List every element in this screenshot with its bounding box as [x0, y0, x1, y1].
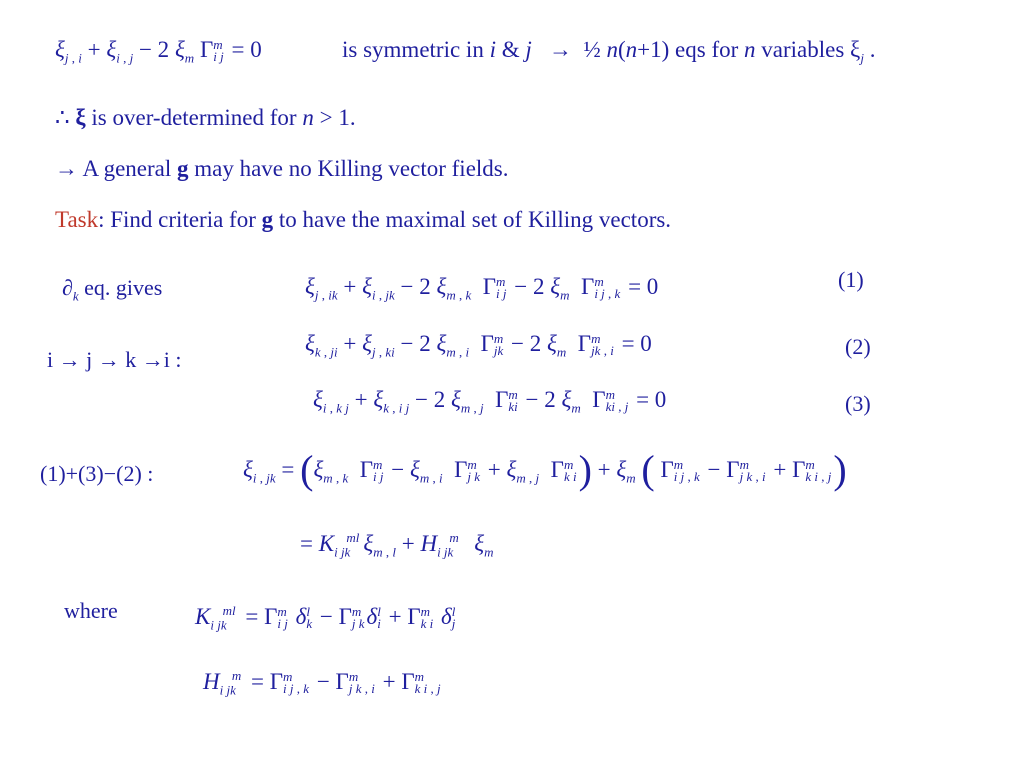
combination-label: (1)+(3)−(2) :	[40, 461, 154, 486]
text-a: is symmetric in	[342, 37, 490, 62]
text-d: variables ξ	[755, 37, 861, 62]
equation-3: $\xi_{i , k j} + \xi_{k , i j} - 2$ $\xi_{m , j}$ Γ m ki − 2 $\xi_m$ Γ m ki , j = 0	[313, 386, 667, 416]
index-i: i	[489, 37, 496, 62]
equation-1: $\xi_{j , ik} + \xi_{i , jk} - 2$ $\xi_{m , k}$ Γ m i j − 2 $\xi_m$ Γ m i j , k = 0	[305, 273, 659, 303]
h-definition: $H_{i jk}^m = \Gamma$ m i j , k − Γ m j k , i + Γ m k i , j	[203, 668, 441, 698]
overdetermined-statement	[55, 104, 356, 132]
statement-text: is over-determined for	[85, 105, 303, 130]
general-metric-statement	[55, 155, 509, 183]
index-k: k	[72, 288, 79, 304]
text-b: ½	[583, 37, 607, 62]
equation-number-3: (3)	[845, 391, 871, 416]
killing-equation: $\xi_{j , i} + \xi_{i , j} - 2$ $\xi_m$ Γ m i j = 0	[55, 36, 262, 66]
var-n: n	[625, 37, 638, 62]
equation-number-2: (2)	[845, 334, 871, 359]
var-n: n	[606, 37, 618, 62]
arrow: →	[55, 156, 83, 181]
index-j: j	[525, 37, 532, 62]
var-n: n	[744, 37, 756, 62]
label-text: eq. gives	[78, 275, 163, 300]
var-n: n	[302, 105, 314, 130]
derivative-label	[62, 274, 162, 302]
period: .	[863, 37, 876, 62]
text-a: A general	[82, 156, 177, 181]
k-definition: $K_{i jk}^{ml} = \Gamma$ m i j δ l k − Γ m j k δ l i + Γ m k i δ l j	[195, 603, 456, 633]
text-b: may have no Killing vector fields.	[188, 156, 509, 181]
arrow: →	[549, 37, 572, 62]
equation-2: $\xi_{k , ji} + \xi_{j , ki} - 2$ $\xi_{m , i}$ Γ m jk − 2 $\xi_m$ Γ m jk , i = 0	[305, 330, 652, 360]
paren: (	[618, 37, 626, 62]
cycle-label: i → j → k →i :	[47, 347, 182, 372]
equation-4: $\xi_{i , jk} = (\xi_{m , k}$ Γ m i j − $\xi_{m , i}$ Γ m j k + $\xi_{m , j}$ Γ m k i ) + $\xi_m$ ( Γ m i j , k − Γ m j k , i + Γ m k i , j )	[243, 447, 847, 492]
metric-g: g	[261, 207, 274, 232]
therefore-symbol: ∴	[55, 105, 76, 130]
equation-5: = $K_{i jk}^{ml}$ $\xi_{m , l} + H_{i jk}^m$ $\xi_m$	[300, 530, 494, 560]
task-label: Task	[55, 207, 99, 232]
inequality: > 1.	[313, 105, 356, 130]
symmetry-statement	[342, 36, 875, 64]
text-c: +1) eqs for	[637, 37, 745, 62]
index-j: j	[860, 50, 864, 66]
task-text: to have the maximal set of Killing vectors.	[273, 207, 672, 232]
where-label: where	[64, 598, 118, 623]
ampersand: &	[495, 37, 526, 62]
equation-number-1: (1)	[838, 267, 864, 292]
xi-vector: ξ	[75, 105, 86, 130]
task-colon: : Find criteria for	[98, 207, 262, 232]
partial-symbol: ∂	[62, 275, 73, 300]
metric-g: g	[177, 156, 189, 181]
task-statement	[55, 206, 671, 234]
